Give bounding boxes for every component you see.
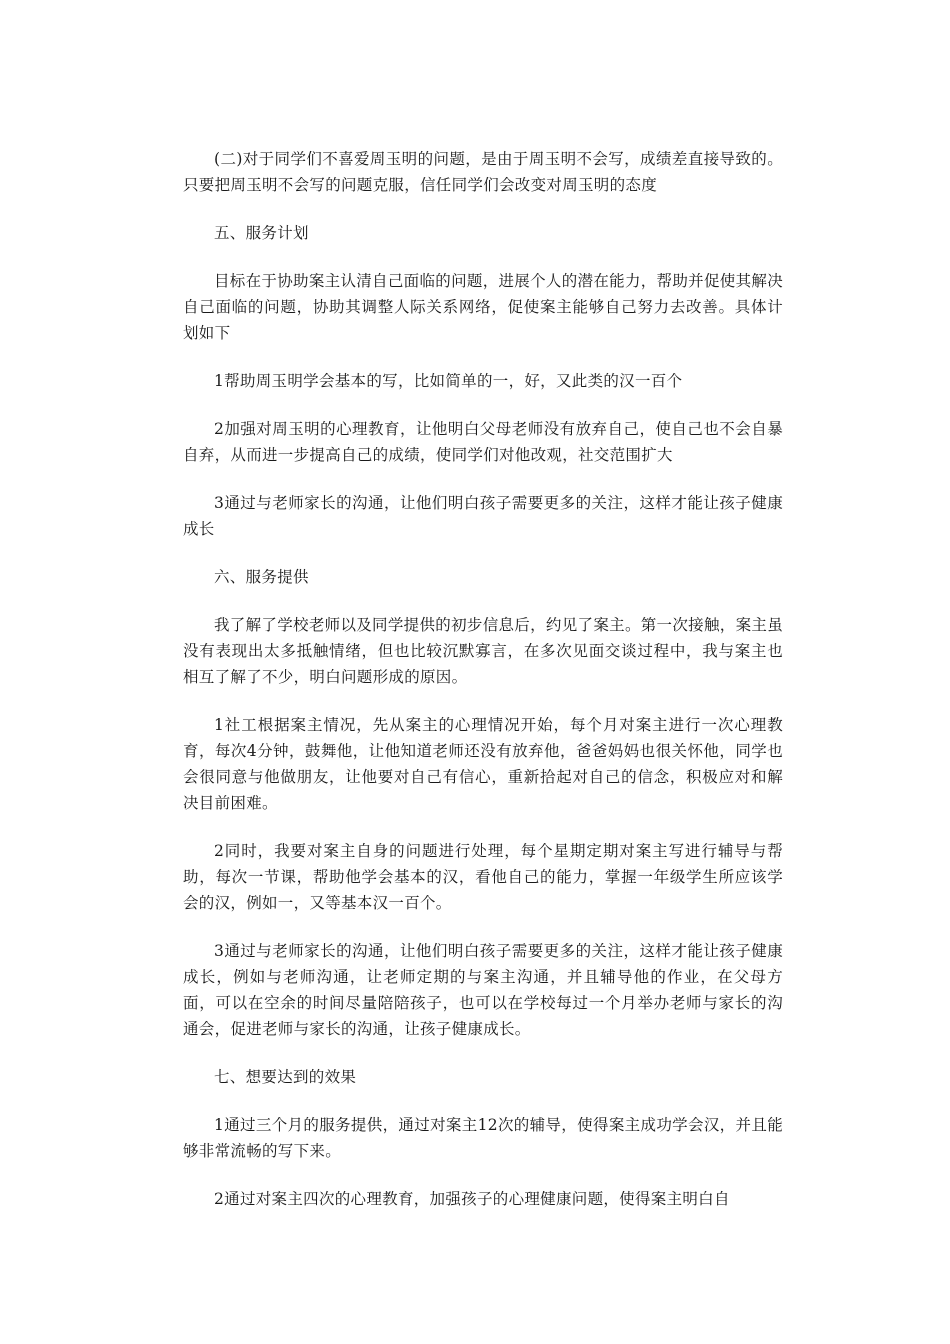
paragraph-effect-item-2: 2通过对案主四次的心理教育，加强孩子的心理健康问题，使得案主明白自 — [214, 1190, 730, 1208]
paragraph-provision-item-2: 2同时，我要对案主自身的问题进行处理，每个星期定期对案主写进行辅导与帮助，每次一节课，帮助他学会基本的汉，看他自己的能力，掌握一年级学生所应该学会的汉，例如一，又等基本汉一百个。 — [183, 842, 783, 912]
paragraph-plan-goal: 目标在于协助案主认清自己面临的问题，进展个人的潜在能力，帮助并促使其解决自己面临的问题，协助其调整人际关系网络，促使案主能够自己努力去改善。具体计划如下 — [183, 272, 783, 342]
section-heading-service-plan: 五、服务计划 — [214, 224, 309, 242]
section-heading-service-provision: 六、服务提供 — [214, 568, 309, 586]
paragraph-provision-intro: 我了解了学校老师以及同学提供的初步信息后，约见了案主。第一次接触，案主虽没有表现出太多抵触情绪，但也比较沉默寡言，在多次见面交谈过程中，我与案主也相互了解了不少，明白问题形成的原因。 — [183, 616, 783, 686]
document-body — [183, 146, 783, 1234]
paragraph-plan-item-2: 2加强对周玉明的心理教育，让他明白父母老师没有放弃自己，使自己也不会自暴自弃，从而进一步提高自己的成绩，使同学们对他改观，社交范围扩大 — [183, 420, 783, 464]
paragraph-plan-item-3: 3通过与老师家长的沟通，让他们明白孩子需要更多的关注，这样才能让孩子健康成长 — [183, 494, 783, 538]
paragraph-plan-item-1: 1帮助周玉明学会基本的写，比如简单的一，好，又此类的汉一百个 — [214, 372, 683, 390]
paragraph-provision-item-3: 3通过与老师家长的沟通，让他们明白孩子需要更多的关注，这样才能让孩子健康成长，例如与老师沟通，让老师定期的与案主沟通，并且辅导他的作业，在父母方面，可以在空余的时间尽量陪陪孩子，也可以在学校每过一个月举办老师与家长的沟通会，促进老师与家长的沟通，让孩子健康成长。 — [183, 942, 783, 1038]
paragraph-provision-item-1: 1社工根据案主情况，先从案主的心理情况开始，每个月对案主进行一次心理教育，每次4分钟，鼓舞他，让他知道老师还没有放弃他，爸爸妈妈也很关怀他，同学也会很同意与他做朋友，让他要对自己有信心，重新拾起对自己的信念，积极应对和解决目前困难。 — [183, 716, 783, 812]
section-heading-expected-effects: 七、想要达到的效果 — [214, 1068, 357, 1086]
paragraph-effect-item-1: 1通过三个月的服务提供，通过对案主12次的辅导，使得案主成功学会汉，并且能够非常流畅的写下来。 — [183, 1116, 783, 1160]
paragraph-problem-2: (二)对于同学们不喜爱周玉明的问题，是由于周玉明不会写，成绩差直接导致的。只要把周玉明不会写的问题克服，信任同学们会改变对周玉明的态度 — [183, 150, 783, 194]
